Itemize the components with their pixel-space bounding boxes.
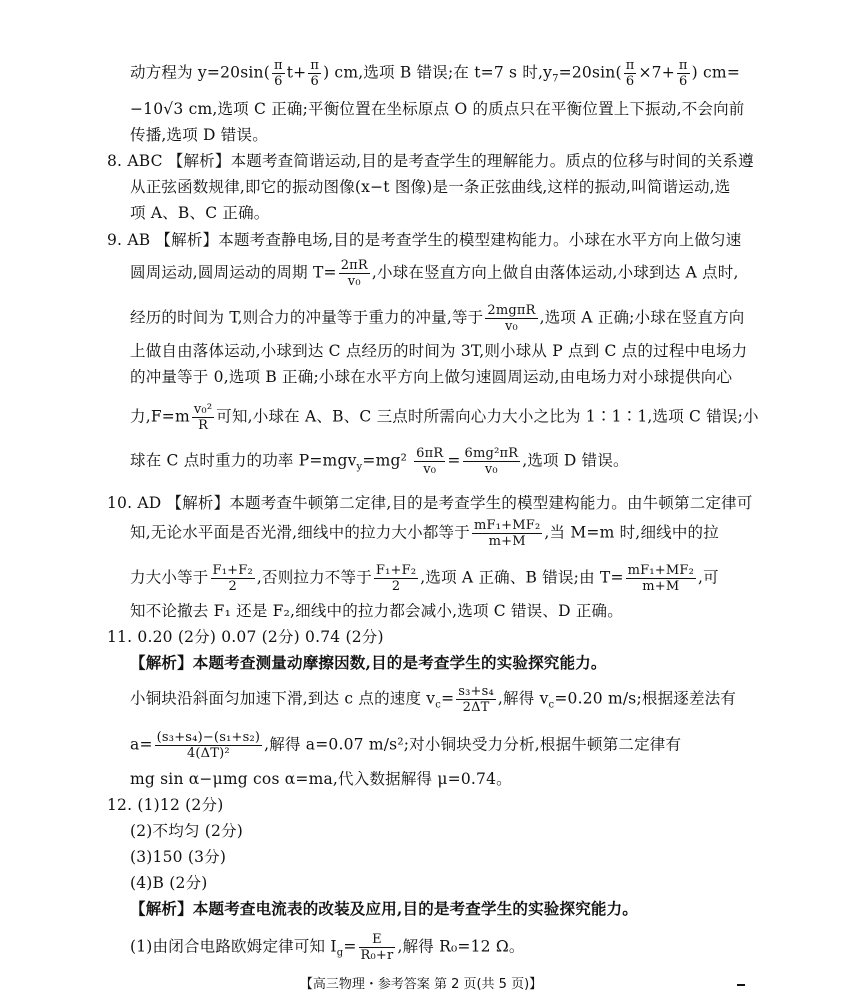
- answer-12-line: 12. (1)12 (2分): [107, 796, 224, 814]
- fraction: [211, 563, 255, 594]
- fraction: [414, 446, 445, 477]
- subscript: c: [548, 699, 555, 711]
- text-span: ,选项 A 正确、B 错误;由 T=: [420, 568, 624, 587]
- numerator: mF₁+MF₂: [627, 563, 695, 578]
- numerator: F₁+F₂: [375, 563, 417, 578]
- text-span: 经历的时间为 T,则合力的冲量等于重力的冲量,等于: [130, 308, 484, 327]
- text-span: ,小球在竖直方向上做自由落体运动,小球到达 A 点时,: [371, 263, 739, 282]
- text-span: =mg²: [362, 451, 413, 470]
- fraction: [624, 58, 637, 89]
- text-line: [130, 303, 745, 334]
- fraction: [308, 58, 321, 89]
- numerator: F₁+F₂: [212, 563, 253, 578]
- answer-10-line: 10. AD 【解析】本题考查牛顿第二定律,目的是考查学生的模型建构能力。由牛顿第二定律可: [107, 494, 753, 512]
- text-span: ) cm,选项 B 错误;在 t=7 s 时,y: [323, 63, 553, 82]
- text-span: 可知,小球在 A、B、C 三点时所需向心力大小之比为 1∶1∶1,选项 C 错误;小: [216, 407, 759, 426]
- fraction: [485, 303, 537, 334]
- corner-mark: [737, 984, 745, 986]
- text-span: =: [441, 689, 455, 708]
- analysis-heading: 【解析】本题考查测量动摩擦因数,目的是考查学生的实验探究能力。: [130, 653, 607, 672]
- subscript: g: [336, 947, 344, 959]
- denominator: v₀: [347, 274, 361, 289]
- text-span: 动方程为 y=20sin(: [130, 63, 270, 82]
- numerator: mF₁+MF₂: [473, 518, 541, 533]
- numerator: π: [310, 58, 320, 73]
- text-span: a=: [130, 735, 153, 754]
- fraction: [463, 446, 521, 477]
- text-line: [130, 402, 759, 433]
- subscript: 7: [552, 73, 559, 85]
- denominator: 6: [310, 74, 319, 89]
- denominator: 4(ΔT)²: [186, 746, 230, 761]
- numerator: 6πR: [416, 446, 444, 461]
- page-footer: 【高三物理・参考答案 第 2 页(共 5 页)】: [299, 977, 543, 992]
- text-line: 从正弦函数规律,即它的振动图像(x−t 图像)是一条正弦曲线,这样的振动,叫简谐运动,选: [130, 178, 731, 196]
- text-line: [130, 58, 740, 91]
- text-line: 知不论撤去 F₁ 还是 F₂,细线中的拉力都会减小,选项 C 错误、D 正确。: [130, 602, 623, 620]
- numerator: v₀²: [193, 402, 213, 417]
- fraction: [456, 684, 496, 715]
- denominator: v₀: [484, 462, 498, 477]
- text-span: =: [447, 451, 461, 470]
- fraction: [374, 563, 418, 594]
- text-span: ,选项 A 正确;小球在竖直方向: [539, 308, 745, 327]
- subscript: y: [356, 461, 363, 473]
- denominator: v₀: [504, 319, 518, 334]
- text-span: ,解得 a=0.07 m/s²;对小铜块受力分析,根据牛顿第二定律有: [264, 735, 682, 754]
- denominator: m+M: [488, 534, 526, 549]
- text-span: ,可: [698, 568, 719, 587]
- answer-8-line: 8. ABC 【解析】本题考查简谐运动,目的是考查学生的理解能力。质点的位移与时间的关系遵: [107, 152, 754, 170]
- denominator: 6: [679, 74, 688, 89]
- text-span: =0.20 m/s;根据逐差法有: [554, 689, 737, 708]
- denominator: 6: [274, 74, 283, 89]
- text-line: 上做自由落体运动,小球到达 C 点经历的时间为 3T,则小球从 P 点到 C 点的过程中电场力: [130, 342, 748, 360]
- text-span: 圆周运动,圆周运动的周期 T=: [130, 263, 337, 282]
- numerator: π: [273, 58, 283, 73]
- fraction: [192, 402, 214, 433]
- text-span: 小铜块沿斜面匀加速下滑,到达 c 点的速度 v: [130, 689, 436, 708]
- numerator: 2mgπR: [487, 303, 536, 318]
- denominator: R₀+r: [360, 948, 394, 963]
- numerator: 6mg²πR: [464, 446, 519, 461]
- text-line: [130, 518, 719, 549]
- text-line: (3)150 (3分): [130, 848, 227, 866]
- text-line: [130, 258, 739, 289]
- numerator: (s₃+s₄)−(s₁+s₂): [156, 730, 261, 745]
- text-line: [130, 932, 525, 965]
- text-span: ×7+: [638, 63, 675, 82]
- denominator: 2ΔT: [462, 700, 490, 715]
- denominator: 6: [625, 74, 635, 89]
- numerator: π: [625, 58, 635, 73]
- denominator: R: [198, 418, 209, 433]
- fraction: [359, 932, 396, 963]
- text-span: 力,F=m: [130, 407, 190, 426]
- answer-9-line: 9. AB 【解析】本题考查静电场,目的是考查学生的模型建构能力。小球在水平方向上做匀速: [107, 231, 742, 249]
- denominator: m+M: [642, 579, 680, 594]
- text-span: ,否则拉力不等于: [256, 568, 372, 587]
- numerator: s₃+s₄: [458, 684, 494, 699]
- text-span: ) cm=: [691, 63, 741, 82]
- fraction: [155, 730, 263, 761]
- denominator: v₀: [423, 462, 437, 477]
- answer-11-line: 11. 0.20 (2分) 0.07 (2分) 0.74 (2分): [107, 628, 384, 646]
- fraction: [272, 58, 285, 89]
- analysis-heading: 【解析】本题考查电流表的改装及应用,目的是考查学生的实验探究能力。: [130, 899, 638, 918]
- text-span: ,当 M=m 时,细线中的拉: [544, 523, 719, 542]
- denominator: 2: [391, 579, 401, 594]
- text-line: (2)不均匀 (2分): [130, 822, 244, 840]
- text-line: (4)B (2分): [130, 874, 208, 892]
- text-span: ,解得 R₀=12 Ω。: [397, 937, 525, 956]
- text-line: mg sin α−μmg cos α=ma,代入数据解得 μ=0.74。: [130, 770, 512, 788]
- text-span: 知,无论水平面是否光滑,细线中的拉力大小都等于: [130, 523, 470, 542]
- text-line: [130, 446, 629, 479]
- text-line: [130, 563, 719, 594]
- text-span: (1)由闭合电路欧姆定律可知 I: [130, 937, 337, 956]
- text-line: −10√3 cm,选项 C 正确;平衡位置在坐标原点 O 的质点只在平衡位置上下振动,不会向前: [130, 100, 745, 118]
- text-line: [130, 730, 681, 761]
- text-span: =20sin(: [558, 63, 622, 82]
- denominator: 2: [228, 579, 237, 594]
- text-span: =: [343, 937, 357, 956]
- text-line: 项 A、B、C 正确。: [130, 204, 270, 222]
- text-line: 的冲量等于 0,选项 B 正确;小球在水平方向上做匀速圆周运动,由电场力对小球提供向心: [130, 368, 733, 386]
- text-span: ,选项 D 错误。: [522, 451, 629, 470]
- text-line: [130, 684, 736, 717]
- subscript: c: [435, 699, 442, 711]
- fraction: [339, 258, 370, 289]
- fraction: [626, 563, 696, 594]
- numerator: 2πR: [340, 258, 368, 273]
- text-span: ,解得 v: [497, 689, 549, 708]
- text-span: 力大小等于: [130, 568, 209, 587]
- text-span: t+: [286, 63, 307, 82]
- fraction: [472, 518, 542, 549]
- fraction: [677, 58, 690, 89]
- numerator: E: [359, 932, 396, 948]
- text-span: 球在 C 点时重力的功率 P=mgv: [130, 451, 357, 470]
- numerator: π: [678, 58, 688, 73]
- text-line: 传播,选项 D 错误。: [130, 126, 268, 144]
